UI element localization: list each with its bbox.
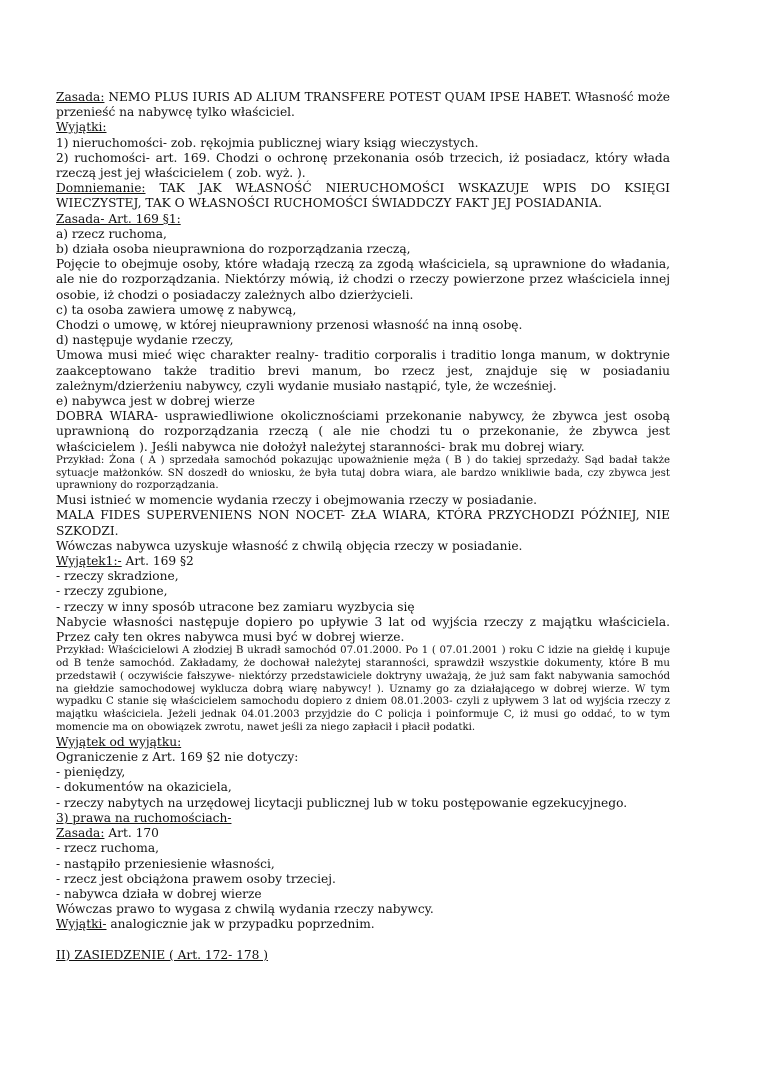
wowczas-1: Wówczas nabywca uzyskuje własność z chwilą objęcia rzeczy w posiadanie.: [56, 538, 523, 553]
zasada-170-paragraph: [56, 826, 670, 841]
list-item-skradzione: - rzeczy skradzione,: [56, 569, 179, 584]
zasada-170-text: Art. 170: [108, 826, 159, 841]
domniemanie-paragraph: [56, 181, 670, 211]
zasada-text: NEMO PLUS IURIS AD ALIUM TRANSFERE POTEST QUAM IPSE HABET. Własność może przenieść na nabywcę tylko właściciel.: [56, 90, 670, 120]
zasada-169-heading: Zasada- Art. 169 §1:: [56, 211, 181, 226]
wyjatki-2-text: analogicznie jak w przypadku poprzednim.: [110, 917, 375, 932]
ograniczenie: Ograniczenie z Art. 169 §2 nie dotyczy:: [56, 750, 299, 765]
spacer: [56, 933, 670, 948]
przyklad-2: Przykład: Właścicielowi A złodziej B ukradł samochód 07.01.2000. Po 1 ( 07.01.2001 ) roku C idzie na giełdę i kupuje od B tenże samochód. Zakładamy, że dochował należytej staranności, sprawdził wszystkie dokumenty, które B mu przedstawił ( oczywiście fałszywe- niektórzy przedstawiciele doktryny uważają, że już sam fakt nabywania samochód na giełdzie samochodowej wyklucza dobrą wiarę nabywcy! ). Uznamy go za działającego w dobrej wierze. W tym wypadku C stanie się właścicielem samochodu dopiero z dniem 08.01.2003- czyli z upływem 3 lat od wyjścia rzeczy z majątku właściciela. Jeżeli jednak 04.01.2003 przyjdzie do C policja i poinformuje C, iż musi go oddać, to w tym momencie ma on obowiązek zwrotu, nawet jeśli za niego zapłacił i płacił podatki.: [56, 645, 670, 734]
wyjatek1-paragraph: [56, 554, 670, 569]
document-page: [56, 90, 670, 963]
przyklad-1: Przykład: Żona ( A ) sprzedała samochód pokazując upoważnienie męża ( B ) do takiej sprzedaży. Sąd badał także sytuacje małżonków. SN doszedł do wniosku, że była tutaj dobra wiara, ale bardzo wnikliwie bada, czy zbywca jest uprawniony do rozporządzania.: [56, 454, 670, 492]
list-item-pieniedzy: - pieniędzy,: [56, 765, 126, 780]
list-item-nabywca: - nabywca działa w dobrej wierze: [56, 886, 262, 901]
list-item-inny: - rzeczy w inny sposób utracone bez zamiaru wyzbycia się: [56, 599, 415, 614]
list-item-dokumentow: - dokumentów na okaziciela,: [56, 780, 232, 795]
zasada-170-label: Zasada:: [56, 826, 105, 841]
list-item-przeniesienie: - nastąpiło przeniesienie własności,: [56, 856, 275, 871]
zasiedzenie-heading: II) ZASIEDZENIE ( Art. 172- 178 ): [56, 947, 269, 962]
wyjatki-2-label: Wyjątki-: [56, 917, 107, 932]
condition-b-explanation: Pojęcie to obejmuje osoby, które władają rzeczą za zgodą właściciela, są uprawnione do władania, ale nie do rozporządzania. Niektórzy mówią, iż chodzi o rzeczy powierzone przez właściciela innej osobie, iż chodzi o posiadaczy zależnych albo dzierżycieli.: [56, 257, 670, 302]
zasada-label: Zasada:: [56, 90, 105, 104]
condition-e: e) nabywca jest w dobrej wierze: [56, 394, 255, 409]
wyjatki-2-paragraph: [56, 917, 670, 932]
condition-c: c) ta osoba zawiera umowę z nabywcą,: [56, 302, 297, 317]
prawa-heading: 3) prawa na ruchomościach-: [56, 810, 232, 825]
list-item-ruchoma: - rzecz ruchoma,: [56, 841, 159, 856]
wyjatki-heading: Wyjątki:: [56, 120, 107, 135]
condition-a: a) rzecz ruchoma,: [56, 226, 167, 241]
domniemanie-text: TAK JAK WŁASNOŚĆ NIERUCHOMOŚCI WSKAZUJE WPIS DO KSIĘGI WIECZYSTEJ, TAK O WŁASNOŚCI RUCHOMOŚCI ŚWIADDCZY FAKT JEJ POSIADANIA.: [56, 181, 670, 211]
condition-d: d) następuje wydanie rzeczy,: [56, 333, 234, 348]
mala-fides: MALA FIDES SUPERVENIENS NON NOCET- ZŁA WIARA, KTÓRA PRZYCHODZI PÓŹNIEJ, NIE SZKODZI.: [56, 508, 670, 538]
zasada-paragraph: [56, 90, 670, 120]
wyjatek1-label: Wyjątek1:-: [56, 554, 122, 569]
nabycie-paragraph: Nabycie własności następuje dopiero po upływie 3 lat od wyjścia rzeczy z majątku właściciela. Przez cały ten okres nabywca musi być w dobrej wierze.: [56, 614, 670, 645]
dobra-wiara-paragraph: DOBRA WIARA- usprawiedliwione okolicznościami przekonanie nabywcy, że zbywca jest osobą uprawnioną do rozporządzania rzeczą ( ale nie chodzi tu o przekonanie, że zbywca jest właścicielem ). Jeśli nabywca nie dołożył należytej staranności- brak mu dobrej wiary.: [56, 409, 670, 454]
list-item-rzeczy-nabytych: - rzeczy nabytych na urzędowej licytacji publicznej lub w toku postępowanie egzekucyjnego.: [56, 795, 628, 810]
musi-istniec: Musi istnieć w momencie wydania rzeczy i obejmowania rzeczy w posiadanie.: [56, 493, 538, 508]
condition-c-explanation: Chodzi o umowę, w której nieuprawniony przenosi własność na inną osobę.: [56, 318, 523, 333]
list-item-obciazona: - rzecz jest obciążona prawem osoby trzeciej.: [56, 871, 336, 886]
condition-d-explanation: Umowa musi mieć więc charakter realny- traditio corporalis i traditio longa manum, w doktrynie zaakceptowano także traditio brevi manum, bo rzecz jest, znajduje się w posiadaniu zależnym/dzierżeniu nabywcy, czyli wydanie musiało nastąpić, tyle, że wcześniej.: [56, 348, 670, 393]
condition-b: b) działa osoba nieuprawniona do rozporządzania rzeczą,: [56, 242, 411, 257]
wowczas-2: Wówczas prawo to wygasa z chwilą wydania rzeczy nabywcy.: [56, 902, 434, 917]
domniemanie-label: Domniemanie:: [56, 181, 146, 196]
list-item-zgubione: - rzeczy zgubione,: [56, 584, 168, 599]
wyjatek-od-wyjatku-heading: Wyjątek od wyjątku:: [56, 734, 182, 749]
wyjatek1-text: Art. 169 §2: [125, 554, 194, 569]
wyjatek-2: 2) ruchomości- art. 169. Chodzi o ochronę przekonania osób trzecich, iż posiadacz, który włada rzeczą jest jej właścicielem ( zob. wyż. ).: [56, 150, 670, 181]
wyjatek-1: 1) nieruchomości- zob. rękojmia publicznej wiary ksiąg wieczystych.: [56, 135, 479, 150]
